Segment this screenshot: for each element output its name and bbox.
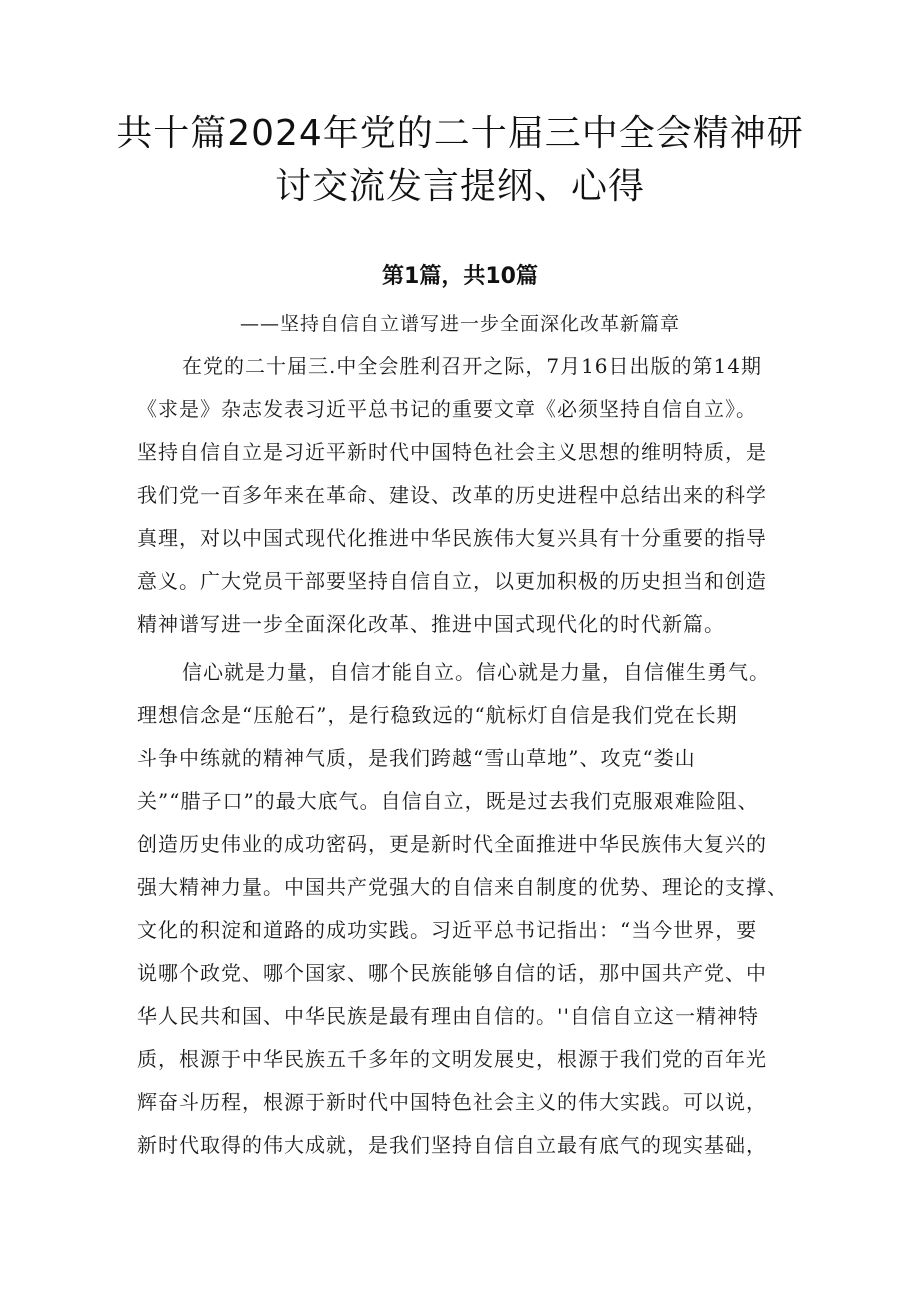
paragraph-line: 华人民共和国、中华民族是最有理由自信的。''自信自立这一精神特	[137, 1004, 759, 1028]
paragraph-line: 关”“腊子口”的最大底气。自信自立，既是过去我们克服艰难险阻、	[137, 789, 759, 813]
paragraph-line: 辉奋斗历程，根源于新时代中国特色社会主义的伟大实践。可以说，	[137, 1090, 767, 1114]
paragraph-line: 真理，对以中国式现代化推进中华民族伟大复兴具有十分重要的指导	[137, 526, 767, 550]
paragraph-line: 信心就是力量，自信才能自立。信心就是力量，自信催生勇气。	[182, 660, 770, 684]
paragraph-line: 意义。广大党员干部要坚持自信自立，以更加积极的历史担当和创造	[137, 569, 767, 593]
paragraph-line: 说哪个政党、哪个国家、哪个民族能够自信的话，那中国共产党、中	[137, 961, 767, 985]
paragraph-line: 质，根源于中华民族五千多年的文明发展史，根源于我们党的百年光	[137, 1047, 767, 1071]
paragraph-line: 理想信念是“压舱石”，是行稳致远的“航标灯自信是我们党在长期	[137, 703, 738, 727]
document-title-line-2: 讨交流发言提纲、心得	[274, 166, 645, 207]
chapter-subtitle: ——坚持自信自立谱写进一步全面深化改革新篇章	[239, 313, 680, 335]
paragraph-line: 在党的二十届三.中全会胜利召开之际，7月16日出版的第14期	[182, 354, 762, 378]
paragraph-line: 强大精神力量。中国共产党强大的自信来自制度的优势、理论的支撑、	[137, 875, 788, 899]
document-title-line-1: 共十篇2024年党的二十届三中全会精神研	[116, 113, 804, 154]
paragraph-line: 创造历史伟业的成功密码，更是新时代全面推进中华民族伟大复兴的	[137, 832, 767, 856]
paragraph-line: 我们党一百多年来在革命、建设、改革的历史进程中总结出来的科学	[137, 483, 767, 507]
paragraph-line: 新时代取得的伟大成就，是我们坚持自信自立最有底气的现实基础，	[137, 1133, 767, 1157]
chapter-heading: 第1篇，共10篇	[382, 264, 538, 289]
paragraph-line: 文化的积淀和道路的成功实践。习近平总书记指出：“当今世界，要	[137, 918, 758, 942]
paragraph-line: 坚持自信自立是习近平新时代中国特色社会主义思想的维明特质，是	[137, 440, 767, 464]
paragraph-line: 《求是》杂志发表习近平总书记的重要文章《必须坚持自信自立》。	[137, 397, 757, 421]
paragraph-line: 斗争中练就的精神气质，是我们跨越“雪山草地”、攻克“娄山	[137, 746, 696, 770]
paragraph-line: 精神谱写进一步全面深化改革、推进中国式现代化的时代新篇。	[137, 612, 725, 636]
